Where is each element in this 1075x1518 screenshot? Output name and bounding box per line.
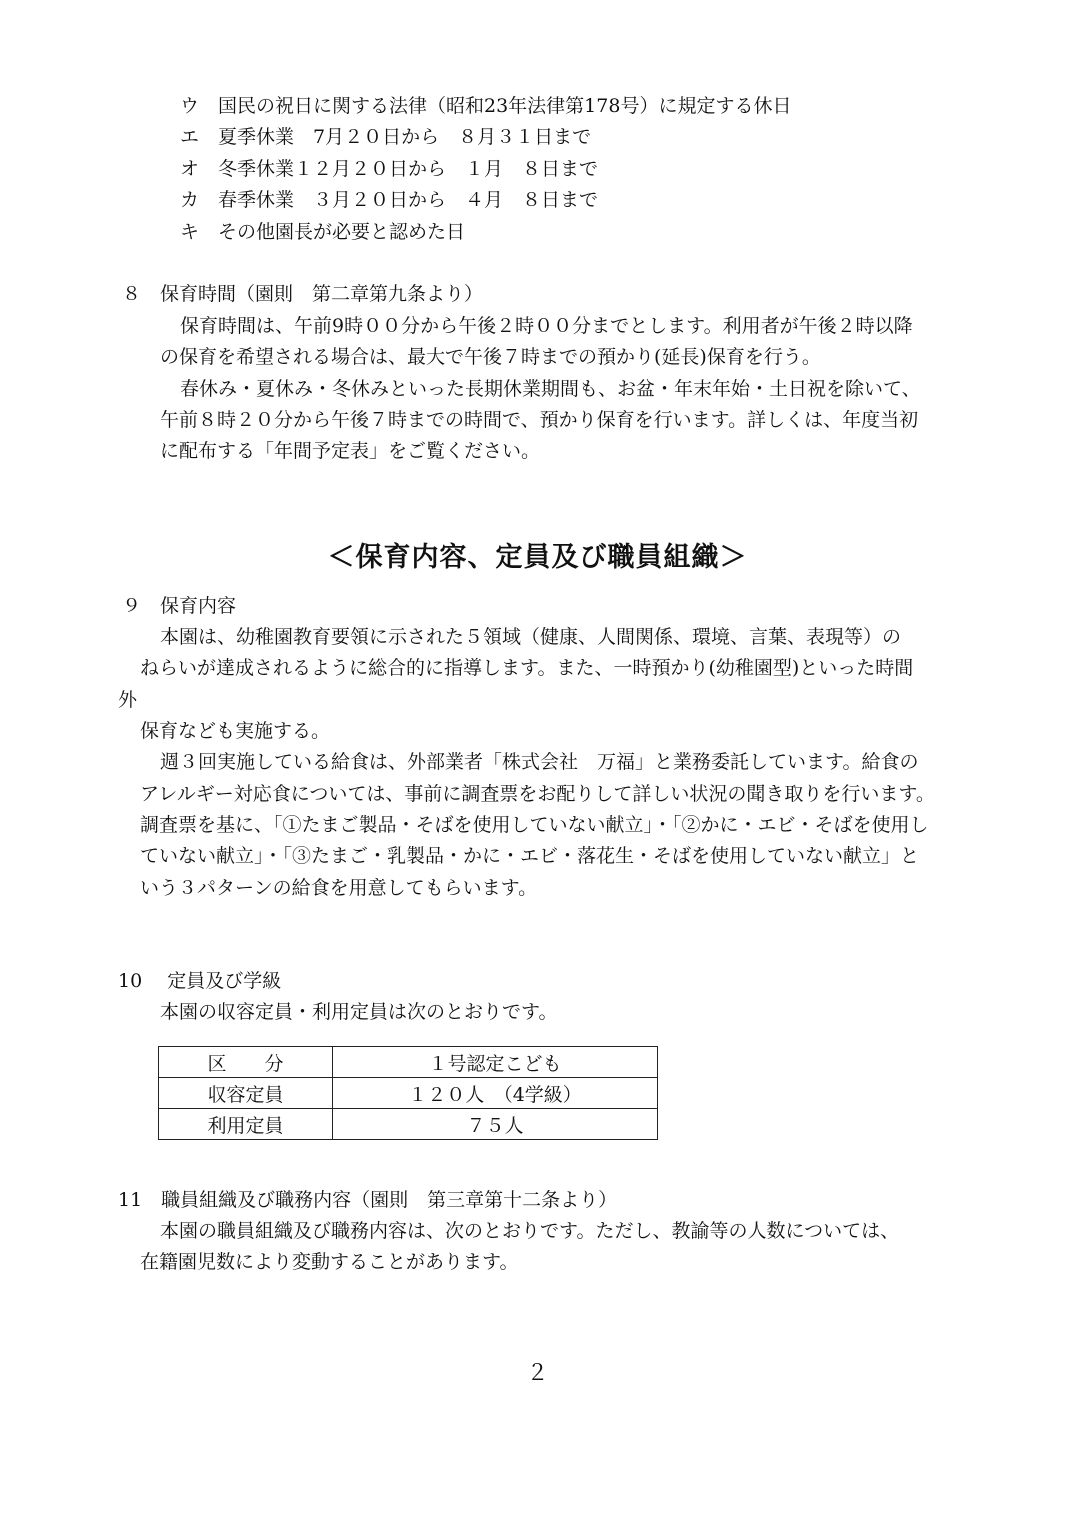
holiday-text: その他園長が必要と認めた日 <box>218 221 466 243</box>
paragraph-line: 週３回実施している給食は、外部業者「株式会社 万福」と業務委託しています。給食の <box>160 751 919 773</box>
section-title: ＜保育内容、定員及び職員組織＞ <box>327 542 748 573</box>
holiday-mark: エ <box>180 126 200 148</box>
paragraph-line: 本園は、幼稚園教育要領に示された５領域（健康、人間関係、環境、言葉、表現等）の <box>160 626 902 648</box>
paragraph-line: 午前８時２０分から午後７時までの時間で、預かり保育を行います。詳しくは、年度当初 <box>160 409 919 431</box>
holiday-mark: ウ <box>180 95 200 117</box>
table-row <box>159 1078 658 1109</box>
paragraph-line: 在籍園児数により変動することがあります。 <box>140 1251 519 1273</box>
capacity-table <box>158 1046 658 1140</box>
paragraph-line: いう３パターンの給食を用意してもらいます。 <box>140 877 538 899</box>
paragraph-line: 春休み・夏休み・冬休みといった長期休業期間も、お盆・年末年始・土日祝を除いて、 <box>180 378 921 400</box>
holiday-text: 冬季休業１２月２０日から １月 ８日まで <box>218 158 599 180</box>
paragraph-line: の保育を希望される場合は、最大で午後７時までの預かり(延長)保育を行う。 <box>160 346 821 368</box>
holiday-mark: オ <box>180 158 200 180</box>
paragraph-line: 保育なども実施する。 <box>140 720 331 742</box>
section-10-heading: 10 定員及び学級 <box>118 970 282 992</box>
table-cell: 収容定員 <box>159 1078 333 1109</box>
table-cell: ７５人 <box>333 1109 658 1140</box>
paragraph-line: ねらいが達成されるように総合的に指導します。また、一時預かり(幼稚園型)といった時間 <box>140 657 914 679</box>
holiday-text: 国民の祝日に関する法律（昭和23年法律第178号）に規定する休日 <box>218 95 792 117</box>
holiday-text: 春季休業 ３月２０日から ４月 ８日まで <box>218 189 599 211</box>
table-cell: 区 分 <box>159 1047 333 1078</box>
holiday-text: 夏季休業 7月２０日から ８月３１日まで <box>218 126 592 148</box>
table-header-row <box>159 1047 658 1078</box>
table-cell: １２０人 （4学級） <box>333 1078 658 1109</box>
holiday-mark: キ <box>180 221 200 243</box>
paragraph-line: に配布する「年間予定表」をご覧ください。 <box>160 440 541 462</box>
table-cell: １号認定こども <box>333 1047 658 1078</box>
paragraph-line: 調査票を基に、「①たまご製品・そばを使用していない献立」・「②かに・エビ・そばを使用し <box>140 814 929 836</box>
holiday-mark: カ <box>180 189 200 211</box>
section-11-heading: 11 職員組織及び職務内容（園則 第三章第十二条より） <box>118 1189 618 1211</box>
table-row <box>159 1109 658 1140</box>
paragraph-line: 本園の収容定員・利用定員は次のとおりです。 <box>160 1001 558 1023</box>
paragraph-line: アレルギー対応食については、事前に調査票をお配りして詳しい状況の聞き取りを行います。 <box>140 783 935 805</box>
section-9-heading: ９ 保育内容 <box>122 595 237 617</box>
paragraph-line: 保育時間は、午前9時００分から午後２時００分までとします。利用者が午後２時以降 <box>180 315 913 337</box>
paragraph-line: ていない献立」・「③たまご・乳製品・かに・エビ・落花生・そばを使用していない献立」と <box>140 845 920 867</box>
page-number: ２ <box>526 1361 549 1386</box>
paragraph-line: 本園の職員組織及び職務内容は、次のとおりです。ただし、教諭等の人数については、 <box>160 1220 900 1242</box>
section-8-heading: ８ 保育時間（園則 第二章第九条より） <box>122 283 484 305</box>
paragraph-line: 外 <box>118 689 138 711</box>
table-cell: 利用定員 <box>159 1109 333 1140</box>
